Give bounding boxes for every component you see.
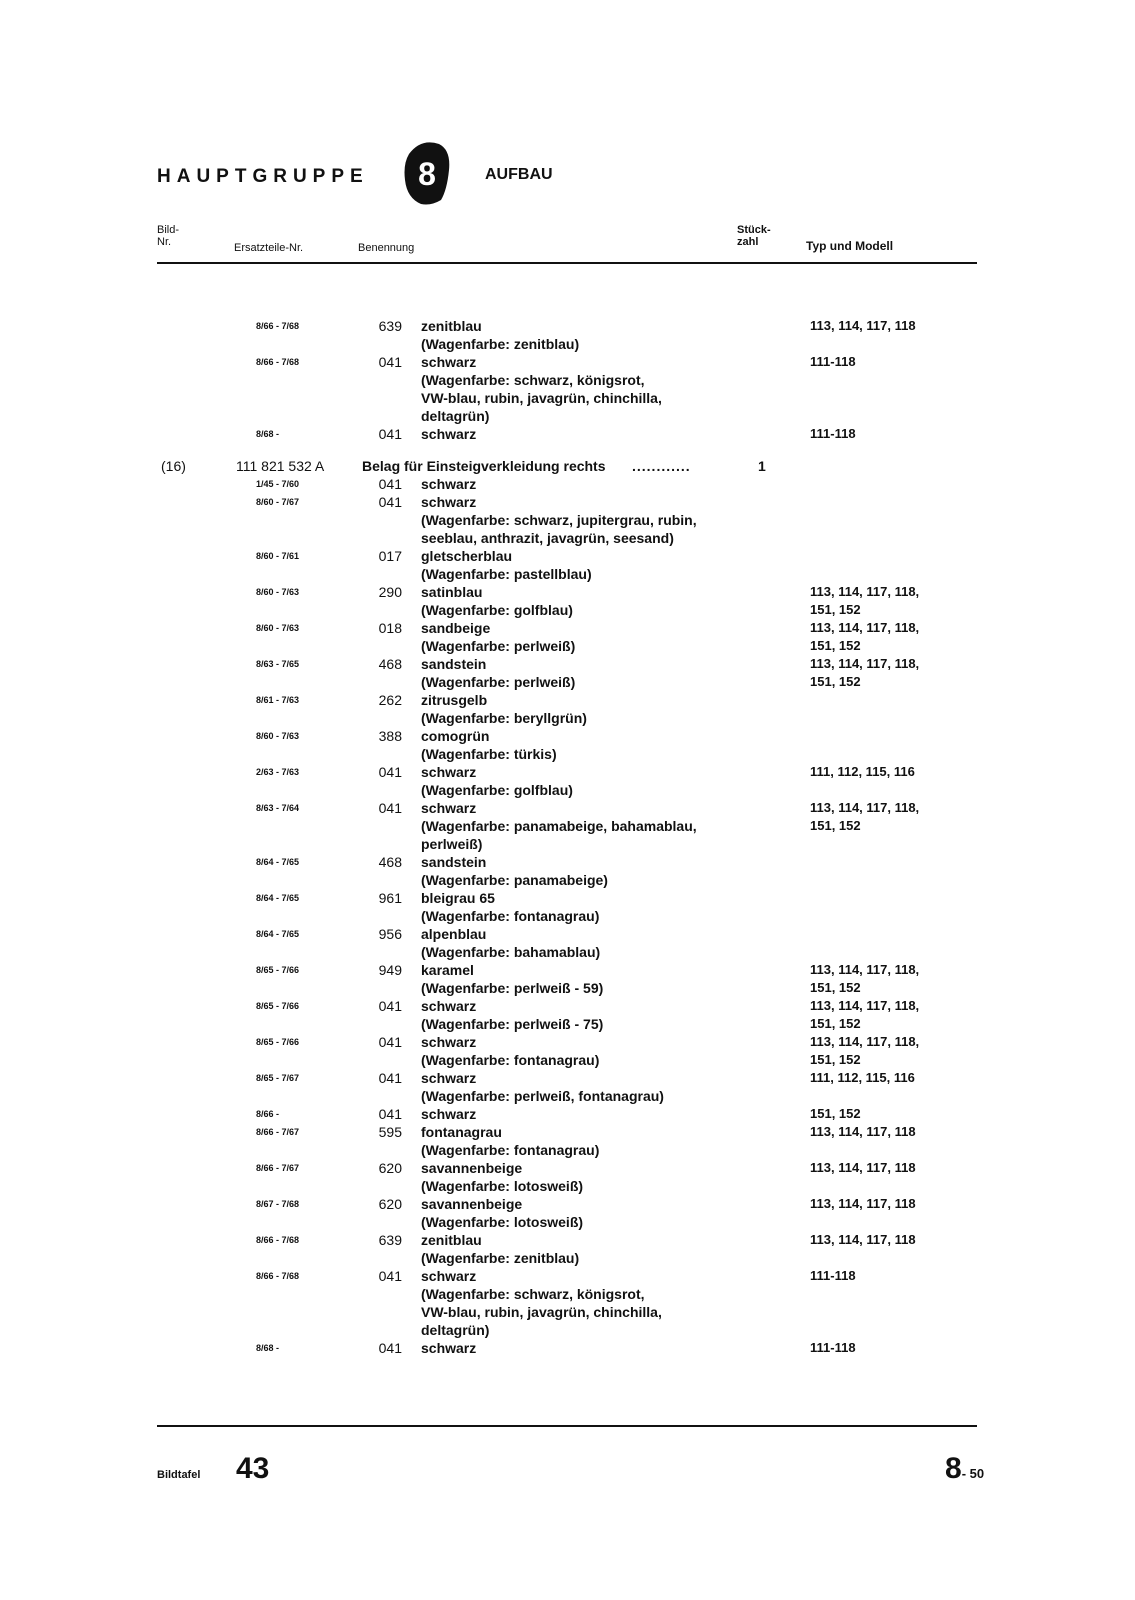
list-item: [0, 997, 1135, 1015]
list-item: [0, 673, 1135, 691]
benennung: (Wagenfarbe: schwarz, königsrot,: [421, 1286, 645, 1302]
benennung: schwarz: [421, 494, 477, 510]
color-code: 018: [378, 620, 402, 636]
header-rule: [157, 262, 977, 264]
list-item: [0, 889, 1135, 907]
typ-modell: 113, 114, 117, 118: [810, 1160, 916, 1175]
date-range: 8/61 - 7/63: [256, 695, 300, 705]
benennung: (Wagenfarbe: perlweiß): [421, 638, 576, 654]
date-range: 8/65 - 7/66: [256, 1001, 300, 1011]
stueckzahl: 1: [758, 458, 766, 474]
ersatzteil-nr: 111 821 532 A: [236, 458, 325, 474]
list-item: [0, 371, 1135, 389]
list-item: [0, 1339, 1135, 1357]
benennung: gletscherblau: [421, 548, 513, 564]
benennung: schwarz: [421, 800, 477, 816]
benennung: savannenbeige: [421, 1196, 523, 1212]
color-code: 262: [378, 692, 402, 708]
benennung: (Wagenfarbe: perlweiß - 75): [421, 1016, 604, 1032]
benennung: schwarz: [421, 1070, 477, 1086]
typ-modell: 151, 152: [810, 818, 861, 833]
benennung: satinblau: [421, 584, 483, 600]
benennung: schwarz: [421, 426, 477, 442]
date-range: 8/65 - 7/67: [256, 1073, 300, 1083]
group-number: 8: [418, 156, 436, 192]
list-item: [0, 1015, 1135, 1033]
list-item: [0, 511, 1135, 529]
benennung: (Wagenfarbe: schwarz, jupitergrau, rubin,: [421, 512, 697, 528]
color-code: 956: [378, 926, 402, 942]
group-number-badge: [401, 140, 451, 206]
col-benennung: Benennung: [358, 242, 415, 254]
typ-modell: 113, 114, 117, 118,: [810, 998, 920, 1013]
list-item: [0, 335, 1135, 353]
benennung: schwarz: [421, 998, 477, 1014]
date-range: 8/64 - 7/65: [256, 857, 300, 867]
list-item: [0, 457, 1135, 475]
list-item: [0, 601, 1135, 619]
typ-modell: 111, 112, 115, 116: [810, 1070, 915, 1085]
list-item: [0, 1177, 1135, 1195]
list-item: [0, 493, 1135, 511]
typ-modell: 113, 114, 117, 118: [810, 1124, 916, 1139]
typ-modell: 113, 114, 117, 118: [810, 318, 916, 333]
benennung: fontanagrau: [421, 1124, 502, 1140]
benennung: (Wagenfarbe: zenitblau): [421, 1250, 580, 1266]
col-stueck-line1: Stück-: [737, 224, 771, 236]
benennung: zenitblau: [421, 1232, 482, 1248]
list-item: [0, 619, 1135, 637]
color-code: 041: [378, 1034, 402, 1050]
typ-modell: 113, 114, 117, 118,: [810, 1034, 920, 1049]
benennung: (Wagenfarbe: lotosweiß): [421, 1214, 584, 1230]
color-code: 620: [378, 1160, 402, 1176]
list-item: [0, 979, 1135, 997]
page-number-sub: - 50: [961, 1466, 985, 1481]
list-item: [0, 835, 1135, 853]
benennung: zitrusgelb: [421, 692, 488, 708]
list-item: [0, 547, 1135, 565]
benennung: sandstein: [421, 656, 487, 672]
col-stueck-line2: zahl: [737, 236, 759, 248]
benennung: (Wagenfarbe: golfblau): [421, 782, 573, 798]
benennung: (Wagenfarbe: zenitblau): [421, 336, 580, 352]
page-number-main: 8: [945, 1452, 962, 1485]
list-item: [0, 1051, 1135, 1069]
benennung: (Wagenfarbe: pastellblau): [421, 566, 592, 582]
benennung: schwarz: [421, 1268, 477, 1284]
typ-modell: 111-118: [810, 1268, 856, 1283]
leader-dots: ............: [632, 458, 691, 474]
color-code: 949: [378, 962, 402, 978]
list-item: [0, 353, 1135, 371]
benennung: seeblau, anthrazit, javagrün, seesand): [421, 530, 674, 546]
benennung: deltagrün): [421, 1322, 490, 1338]
list-item: [0, 853, 1135, 871]
list-item: [0, 583, 1135, 601]
list-item: [0, 425, 1135, 443]
benennung: schwarz: [421, 476, 477, 492]
benennung: (Wagenfarbe: fontanagrau): [421, 1142, 600, 1158]
group-title: HAUPTGRUPPE: [157, 166, 369, 187]
date-range: 8/66 - 7/68: [256, 321, 300, 331]
typ-modell: 111-118: [810, 1340, 856, 1355]
date-range: 8/60 - 7/63: [256, 587, 300, 597]
list-item: [0, 407, 1135, 425]
benennung: (Wagenfarbe: lotosweiß): [421, 1178, 584, 1194]
color-code: 041: [378, 1106, 402, 1122]
benennung: perlweiß): [421, 836, 483, 852]
color-code: 041: [378, 1268, 402, 1284]
benennung: sandbeige: [421, 620, 491, 636]
date-range: 8/64 - 7/65: [256, 893, 300, 903]
list-item: [0, 1105, 1135, 1123]
list-item: [0, 565, 1135, 583]
benennung-main: Belag für Einsteigverkleidung rechts: [362, 458, 606, 474]
bildtafel-label: Bildtafel: [157, 1469, 201, 1481]
list-item: [0, 317, 1135, 335]
date-range: 8/60 - 7/61: [256, 551, 300, 561]
date-range: 8/60 - 7/63: [256, 731, 300, 741]
color-code: 041: [378, 426, 402, 442]
color-code: 017: [378, 548, 402, 564]
benennung: zenitblau: [421, 318, 482, 334]
list-item: [0, 1267, 1135, 1285]
list-item: [0, 1195, 1135, 1213]
benennung: VW-blau, rubin, javagrün, chinchilla,: [421, 390, 662, 406]
footer-rule: [157, 1425, 977, 1427]
typ-modell: 151, 152: [810, 602, 861, 617]
typ-modell: 111-118: [810, 426, 856, 441]
col-bild-nr-line1: Bild-: [157, 224, 180, 236]
benennung: (Wagenfarbe: golfblau): [421, 602, 573, 618]
date-range: 8/65 - 7/66: [256, 965, 300, 975]
color-code: 468: [378, 656, 402, 672]
date-range: 8/66 - 7/68: [256, 1271, 300, 1281]
benennung: (Wagenfarbe: schwarz, königsrot,: [421, 372, 645, 388]
color-code: 041: [378, 1340, 402, 1356]
list-item: [0, 529, 1135, 547]
typ-modell: 113, 114, 117, 118,: [810, 656, 920, 671]
typ-modell: 113, 114, 117, 118,: [810, 962, 920, 977]
typ-modell: 151, 152: [810, 674, 861, 689]
benennung: schwarz: [421, 1340, 477, 1356]
benennung: (Wagenfarbe: türkis): [421, 746, 557, 762]
list-item: [0, 1159, 1135, 1177]
color-code: 041: [378, 800, 402, 816]
bildtafel-number: 43: [236, 1452, 270, 1485]
typ-modell: 113, 114, 117, 118: [810, 1232, 916, 1247]
color-code: 290: [378, 584, 402, 600]
list-item: [0, 691, 1135, 709]
date-range: 8/66 - 7/67: [256, 1163, 300, 1173]
benennung: comogrün: [421, 728, 490, 744]
list-item: [0, 1141, 1135, 1159]
group-name: AUFBAU: [485, 166, 553, 183]
col-typ-modell: Typ und Modell: [806, 239, 894, 253]
typ-modell: 113, 114, 117, 118,: [810, 584, 920, 599]
date-range: 8/63 - 7/64: [256, 803, 300, 813]
date-range: 8/60 - 7/67: [256, 497, 300, 507]
typ-modell: 113, 114, 117, 118: [810, 1196, 916, 1211]
benennung: bleigrau 65: [421, 890, 495, 906]
list-item: [0, 655, 1135, 673]
list-item: [0, 1231, 1135, 1249]
benennung: schwarz: [421, 764, 477, 780]
list-item: [0, 799, 1135, 817]
benennung: (Wagenfarbe: panamabeige, bahamablau,: [421, 818, 697, 834]
bild-nr: (16): [161, 458, 186, 474]
typ-modell: 151, 152: [810, 1106, 861, 1121]
benennung: (Wagenfarbe: bahamablau): [421, 944, 601, 960]
color-code: 041: [378, 476, 402, 492]
date-range: 8/68 -: [256, 1343, 280, 1353]
color-code: 620: [378, 1196, 402, 1212]
color-code: 041: [378, 998, 402, 1014]
list-item: [0, 1249, 1135, 1267]
typ-modell: 151, 152: [810, 980, 861, 995]
benennung: schwarz: [421, 354, 477, 370]
color-code: 595: [378, 1124, 402, 1140]
benennung: (Wagenfarbe: panamabeige): [421, 872, 608, 888]
page-number: [945, 1452, 984, 1486]
list-item: [0, 1123, 1135, 1141]
benennung: (Wagenfarbe: fontanagrau): [421, 1052, 600, 1068]
date-range: 8/65 - 7/66: [256, 1037, 300, 1047]
list-item: [0, 871, 1135, 889]
list-item: [0, 1087, 1135, 1105]
typ-modell: 111-118: [810, 354, 856, 369]
list-item: [0, 745, 1135, 763]
list-item: [0, 637, 1135, 655]
benennung: (Wagenfarbe: fontanagrau): [421, 908, 600, 924]
typ-modell: 113, 114, 117, 118,: [810, 620, 920, 635]
list-item: [0, 1069, 1135, 1087]
col-stueckzahl: [737, 224, 771, 248]
list-item: [0, 1321, 1135, 1339]
date-range: 8/63 - 7/65: [256, 659, 300, 669]
list-item: [0, 1033, 1135, 1051]
list-item: [0, 817, 1135, 835]
list-item: [0, 943, 1135, 961]
date-range: 8/64 - 7/65: [256, 929, 300, 939]
benennung: (Wagenfarbe: perlweiß - 59): [421, 980, 604, 996]
benennung: (Wagenfarbe: perlweiß): [421, 674, 576, 690]
benennung: schwarz: [421, 1034, 477, 1050]
list-item: [0, 475, 1135, 493]
benennung: (Wagenfarbe: perlweiß, fontanagrau): [421, 1088, 664, 1104]
date-range: 8/68 -: [256, 429, 280, 439]
date-range: 8/67 - 7/68: [256, 1199, 300, 1209]
col-ersatzteil: Ersatzteile-Nr.: [234, 242, 304, 254]
benennung: sandstein: [421, 854, 487, 870]
color-code: 388: [378, 728, 402, 744]
color-code: 961: [378, 890, 402, 906]
list-item: [0, 763, 1135, 781]
color-code: 468: [378, 854, 402, 870]
list-item: [0, 1303, 1135, 1321]
benennung: savannenbeige: [421, 1160, 523, 1176]
typ-modell: 151, 152: [810, 1016, 861, 1031]
date-range: 8/60 - 7/63: [256, 623, 300, 633]
typ-modell: 151, 152: [810, 1052, 861, 1067]
benennung: deltagrün): [421, 408, 490, 424]
benennung: VW-blau, rubin, javagrün, chinchilla,: [421, 1304, 662, 1320]
date-range: 2/63 - 7/63: [256, 767, 300, 777]
date-range: 8/66 - 7/67: [256, 1127, 300, 1137]
typ-modell: 151, 152: [810, 638, 861, 653]
list-item: [0, 907, 1135, 925]
color-code: 639: [378, 1232, 402, 1248]
typ-modell: 111, 112, 115, 116: [810, 764, 915, 779]
date-range: 8/66 - 7/68: [256, 357, 300, 367]
color-code: 041: [378, 1070, 402, 1086]
list-item: [0, 727, 1135, 745]
date-range: 8/66 - 7/68: [256, 1235, 300, 1245]
list-item: [0, 925, 1135, 943]
color-code: 041: [378, 494, 402, 510]
benennung: alpenblau: [421, 926, 487, 942]
typ-modell: 113, 114, 117, 118,: [810, 800, 920, 815]
col-bild-nr-line2: Nr.: [157, 236, 172, 248]
benennung: (Wagenfarbe: beryllgrün): [421, 710, 587, 726]
col-bild-nr: [157, 224, 179, 248]
list-item: [0, 961, 1135, 979]
date-range: 1/45 - 7/60: [256, 479, 300, 489]
color-code: 041: [378, 764, 402, 780]
list-item: [0, 709, 1135, 727]
date-range: 8/66 -: [256, 1109, 280, 1119]
color-code: 041: [378, 354, 402, 370]
list-item: [0, 389, 1135, 407]
list-item: [0, 781, 1135, 799]
list-item: [0, 1285, 1135, 1303]
benennung: schwarz: [421, 1106, 477, 1122]
color-code: 639: [378, 318, 402, 334]
benennung: karamel: [421, 962, 474, 978]
list-item: [0, 1213, 1135, 1231]
